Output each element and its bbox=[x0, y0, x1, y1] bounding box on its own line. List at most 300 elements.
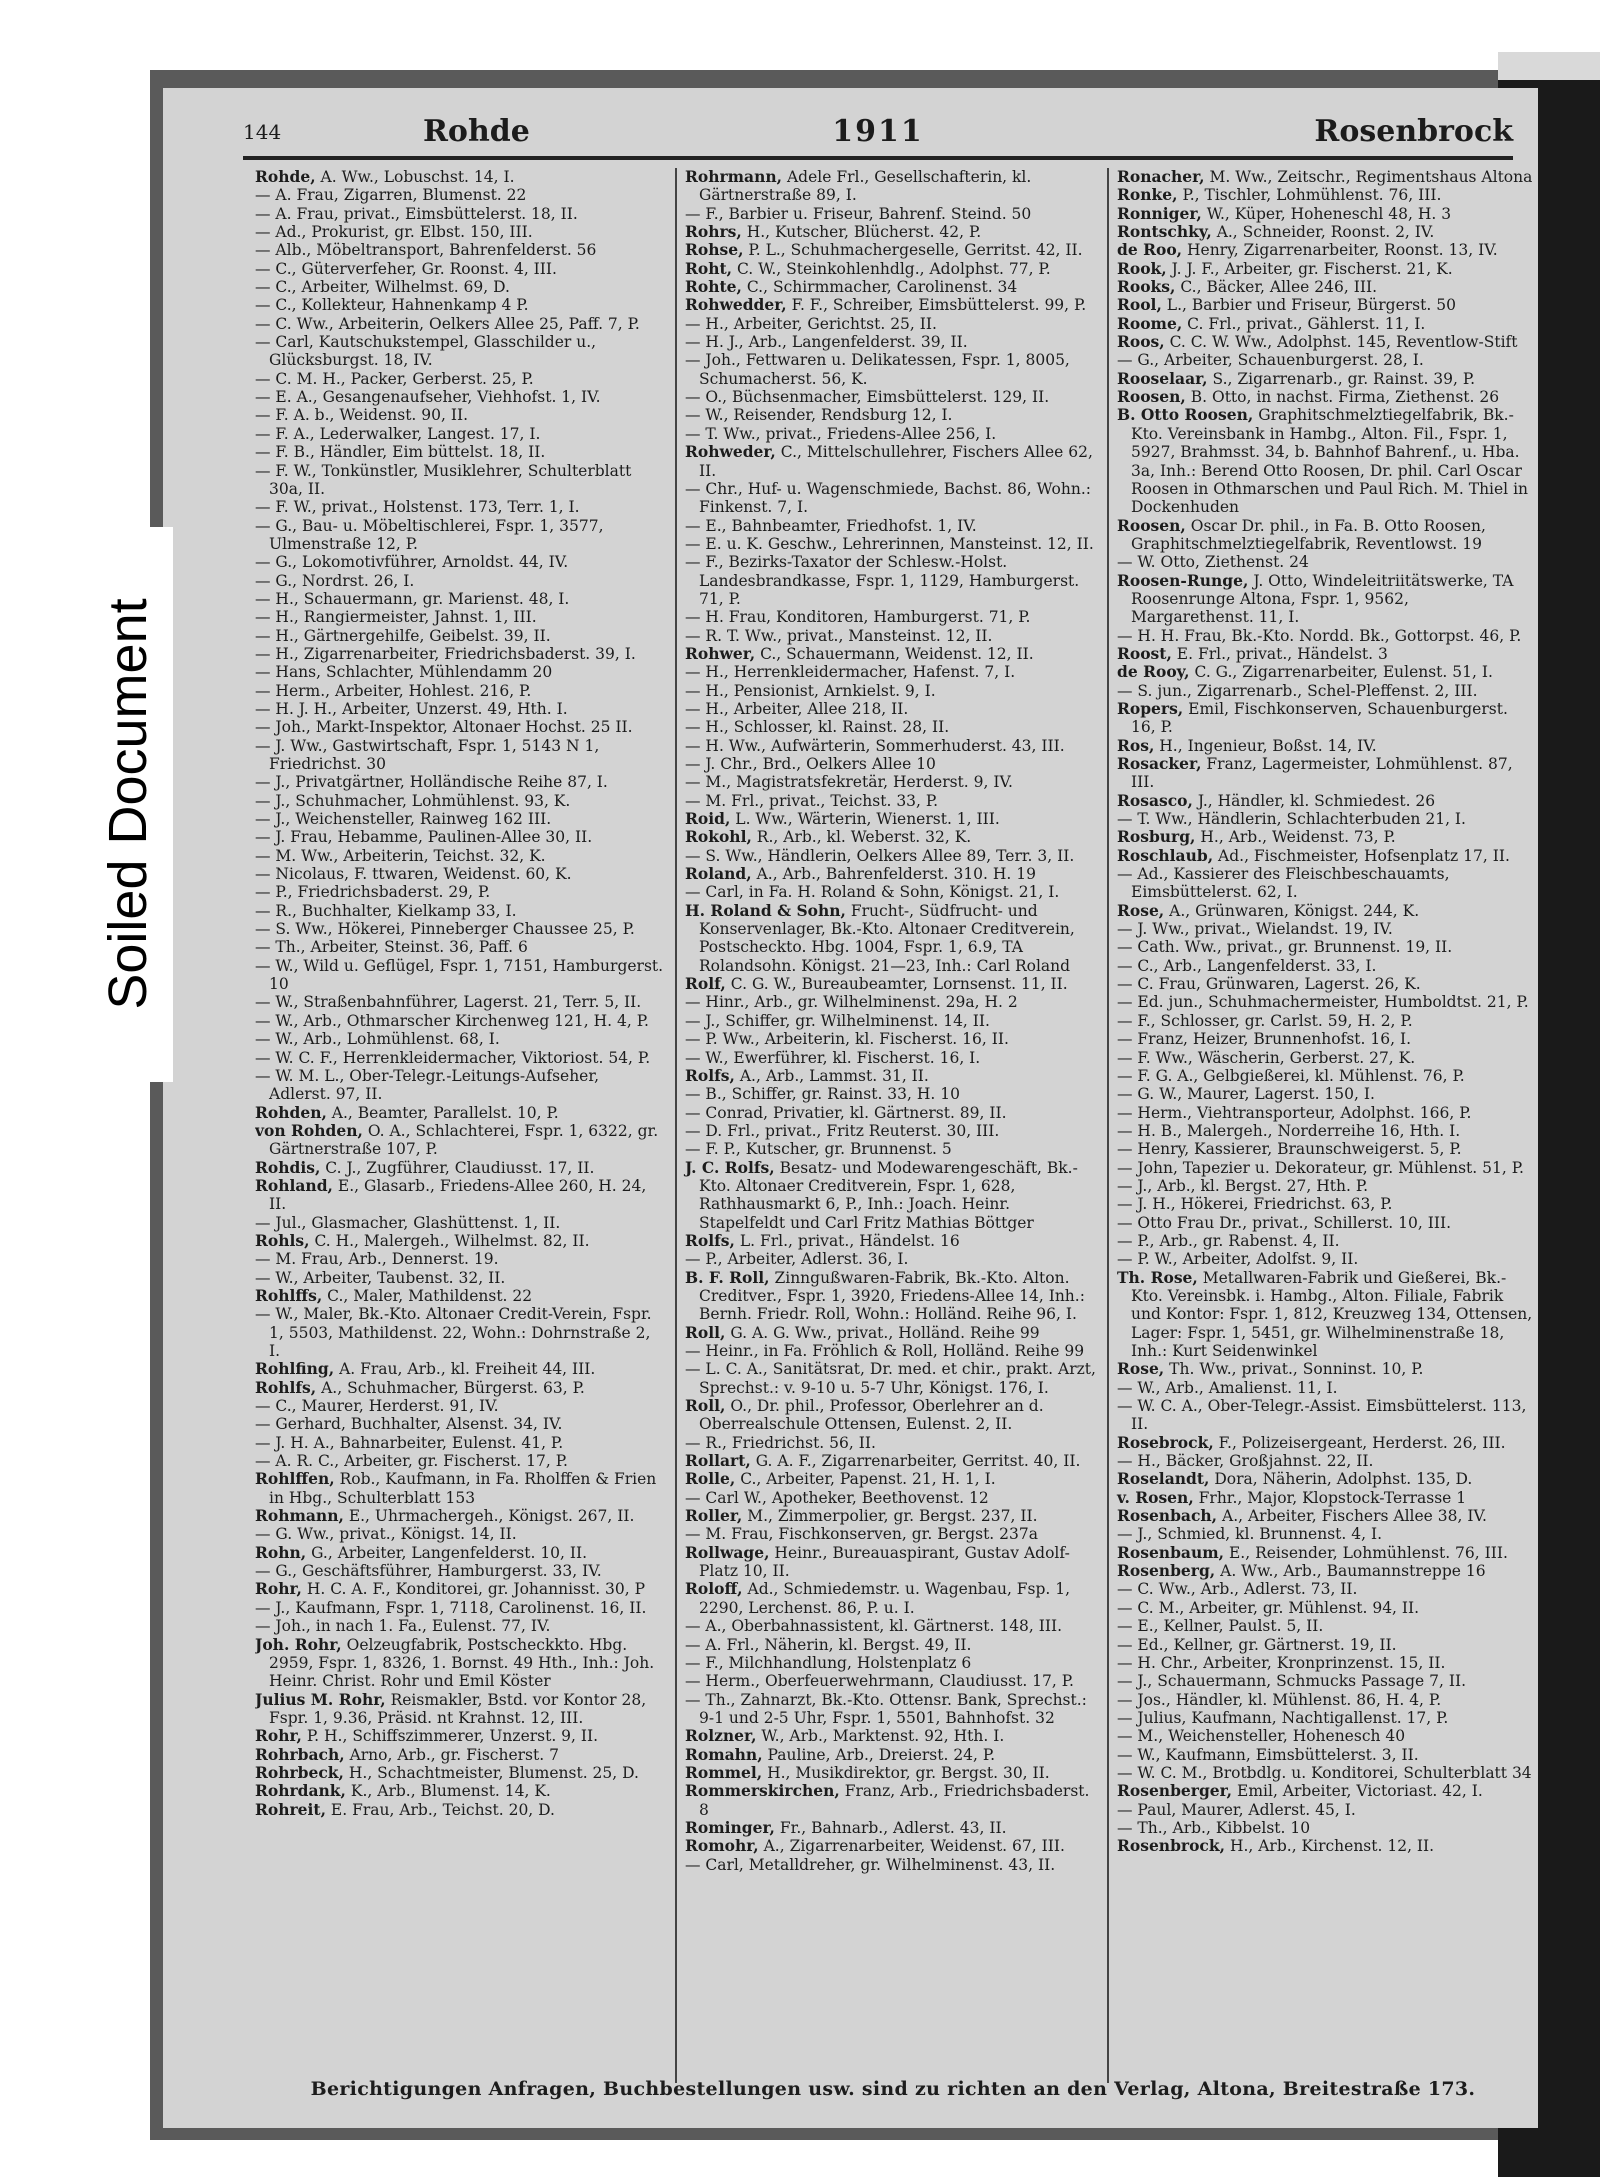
entry-surname: Rohr, bbox=[255, 1726, 302, 1746]
directory-entry bbox=[255, 296, 665, 314]
directory-entry bbox=[1117, 572, 1535, 627]
directory-entry bbox=[255, 682, 665, 700]
directory-entry bbox=[685, 1470, 1100, 1488]
entry-details: P. H., Schiffszimmerer, Unzerst. 9, II. bbox=[306, 1727, 599, 1746]
directory-entry bbox=[685, 1819, 1100, 1837]
directory-entry bbox=[685, 773, 1100, 791]
directory-entry bbox=[1117, 902, 1535, 920]
directory-entry bbox=[685, 223, 1100, 241]
entry-details: — J., Weichensteller, Rainweg 162 III. bbox=[255, 810, 552, 829]
directory-entry bbox=[1117, 1470, 1535, 1488]
entry-surname: Roll, bbox=[685, 1322, 726, 1342]
directory-entry bbox=[1117, 627, 1535, 645]
directory-entry bbox=[685, 1856, 1100, 1874]
directory-entry bbox=[1117, 737, 1535, 755]
entry-details: L. Frl., privat., Händelst. 16 bbox=[739, 1231, 960, 1250]
directory-entry bbox=[685, 718, 1100, 736]
entry-details: — Th., Arbeiter, Steinst. 36, Paff. 6 bbox=[255, 938, 528, 957]
entry-details: — P. Ww., Arbeiterin, kl. Fischerst. 16, II. bbox=[685, 1030, 1009, 1049]
directory-entry bbox=[1117, 1544, 1535, 1562]
entry-details: — C. Ww., Arbeiterin, Oelkers Allee 25, Paff. 7, P. bbox=[255, 314, 640, 333]
directory-entry bbox=[255, 1415, 665, 1433]
entry-details: — S. Ww., Händlerin, Oelkers Allee 89, Terr. 3, II. bbox=[685, 846, 1075, 865]
entry-details: J., Händler, kl. Schmiedest. 26 bbox=[1197, 791, 1436, 810]
directory-column-3 bbox=[1107, 168, 1535, 2083]
entry-details: — J. Frau, Hebamme, Paulinen-Allee 30, II. bbox=[255, 828, 593, 847]
directory-entry bbox=[1117, 1067, 1535, 1085]
directory-entry bbox=[255, 186, 665, 204]
directory-entry bbox=[1117, 1049, 1535, 1067]
entry-surname: Rohrbach, bbox=[255, 1744, 345, 1764]
entry-surname: Rolzner, bbox=[685, 1726, 757, 1746]
directory-entry bbox=[685, 792, 1100, 810]
directory-entry bbox=[685, 535, 1100, 553]
entry-details: — John, Tapezier u. Dekorateur, gr. Mühlenst. 51, P. bbox=[1117, 1158, 1524, 1177]
directory-entry bbox=[685, 700, 1100, 718]
entry-details: — J., Kaufmann, Fspr. 1, 7118, Carolinenst. 16, II. bbox=[255, 1598, 647, 1617]
entry-surname: Rohrs, bbox=[685, 222, 742, 242]
entry-surname: Rohlffs, bbox=[255, 1285, 323, 1305]
entry-surname: J. C. Rolfs, bbox=[685, 1157, 775, 1177]
directory-entry bbox=[255, 1452, 665, 1470]
directory-entry bbox=[255, 278, 665, 296]
directory-entry bbox=[685, 1342, 1100, 1360]
entry-details: — H. B., Malergeh., Norderreihe 16, Hth. I. bbox=[1117, 1121, 1461, 1140]
directory-entry bbox=[255, 590, 665, 608]
entry-details: — F. W., privat., Holstenst. 173, Terr. 1, I. bbox=[255, 498, 580, 517]
directory-entry bbox=[685, 296, 1100, 314]
directory-entry bbox=[1117, 223, 1535, 241]
entry-details: — Julius, Kaufmann, Nachtigallenst. 17, P. bbox=[1117, 1708, 1449, 1727]
directory-entry bbox=[255, 957, 665, 994]
directory-entry bbox=[255, 1764, 665, 1782]
entry-details: — F., Milchhandlung, Holstenplatz 6 bbox=[685, 1653, 972, 1672]
entry-details: C. W., Steinkohlenhdlg., Adolphst. 77, P. bbox=[736, 259, 1051, 278]
entry-details: J. Otto, Windeleitriitätswerke, TA Roosenrunge Altona, Fspr. 1, 9562, Margarethenst. 11, I. bbox=[1131, 571, 1514, 627]
entry-surname: Rohse, bbox=[685, 240, 744, 260]
entry-surname: von Rohden, bbox=[255, 1120, 363, 1140]
entry-surname: Rohdis, bbox=[255, 1157, 321, 1177]
entry-surname: Rollwage, bbox=[685, 1542, 770, 1562]
entry-surname: Roosen-Runge, bbox=[1117, 570, 1249, 590]
directory-entry bbox=[1117, 1672, 1535, 1690]
directory-entry bbox=[685, 737, 1100, 755]
directory-entry bbox=[685, 1049, 1100, 1067]
directory-entry bbox=[1117, 388, 1535, 406]
page-header bbox=[243, 116, 1513, 160]
entry-details: Graphitschmelztiegelfabrik, Bk.-Kto. Vereinsbank in Hambg., Alton. Fil., Fspr. 1, 5927, Brahmsst. 34, b. Bahnhof Bahrenf., u. Hba. 3a, Inh.: Berend Otto Roosen, Dr. phil. Carl Oscar Roosen in Othmarschen und Paul Rich. M. Thiel in Dockenhuden bbox=[1131, 406, 1529, 517]
directory-entry bbox=[255, 1782, 665, 1800]
entry-details: M. Ww., Zeitschr., Regimentshaus Altona bbox=[1209, 168, 1533, 186]
entry-details: J. J. F., Arbeiter, gr. Fischerst. 21, K. bbox=[1171, 259, 1453, 278]
directory-entry bbox=[685, 810, 1100, 828]
entry-surname: v. Rosen, bbox=[1117, 1487, 1194, 1507]
directory-entry bbox=[1117, 205, 1535, 223]
entry-details: — Cath. Ww., privat., gr. Brunnenst. 19, II. bbox=[1117, 938, 1453, 957]
entry-details: — Herm., Oberfeuerwehrmann, Claudiusst. 17, P. bbox=[685, 1672, 1074, 1691]
entry-details: — C., Güterverfeher, Gr. Roonst. 4, III. bbox=[255, 259, 557, 278]
entry-details: — R. T. Ww., privat., Mansteinst. 12, II. bbox=[685, 626, 993, 645]
entry-surname: Rohmann, bbox=[255, 1506, 344, 1526]
entry-details: — W. M. L., Ober-Telegr.-Leitungs-Aufseher, Adlerst. 97, II. bbox=[255, 1066, 599, 1104]
entry-details: — J., Schiffer, gr. Wilhelminenst. 14, II. bbox=[685, 1011, 990, 1030]
directory-entry bbox=[685, 241, 1100, 259]
directory-entry bbox=[255, 1691, 665, 1728]
directory-entry bbox=[255, 1507, 665, 1525]
directory-entry bbox=[255, 718, 665, 736]
entry-details: Ad., Schmiedemstr. u. Wagenbau, Fsp. 1, 2290, Lerchenst. 86, P. u. I. bbox=[699, 1580, 1071, 1617]
entry-details: Adele Frl., Gesellschafterin, kl. Gärtnerstraße 89, I. bbox=[699, 168, 1032, 205]
directory-entry bbox=[685, 425, 1100, 443]
directory-entry bbox=[255, 1287, 665, 1305]
directory-column-2 bbox=[675, 168, 1100, 2083]
entry-details: Oscar Dr. phil., in Fa. B. Otto Roosen, Graphitschmelztiegelfabrik, Reventlowst. 19 bbox=[1131, 516, 1486, 553]
entry-surname: Rosenbach, bbox=[1117, 1506, 1218, 1526]
directory-entry bbox=[255, 627, 665, 645]
entry-details: — Ad., Prokurist, gr. Elbst. 150, III. bbox=[255, 223, 533, 242]
directory-entry bbox=[1117, 682, 1535, 700]
directory-entry bbox=[685, 1727, 1100, 1745]
entry-surname: Julius M. Rohr, bbox=[255, 1689, 386, 1709]
directory-entry bbox=[685, 351, 1100, 388]
directory-entry bbox=[685, 1434, 1100, 1452]
entry-details: C. J., Zugführer, Claudiusst. 17, II. bbox=[325, 1158, 595, 1177]
directory-entry bbox=[255, 883, 665, 901]
entry-details: — R., Friedrichst. 56, II. bbox=[685, 1433, 876, 1452]
entry-surname: Rohwer, bbox=[685, 643, 756, 663]
directory-entry bbox=[1117, 865, 1535, 902]
entry-details: G. A. G. Ww., privat., Holländ. Reihe 99 bbox=[730, 1323, 1040, 1342]
directory-entry bbox=[1117, 1012, 1535, 1030]
entry-details: — Th., Zahnarzt, Bk.-Kto. Ottensr. Bank, Sprechst.: 9-1 und 2-5 Uhr, Fspr. 1, 5501, Bahnhofst. 32 bbox=[685, 1690, 1087, 1727]
directory-entry bbox=[1117, 370, 1535, 388]
entry-details: Besatz- und Modewarengeschäft, Bk.-Kto. Altonaer Creditverein, Fspr. 1, 628, Rathhausmarkt 6, P., Inh.: Joach. Heinr. Stapelfeldt und Carl Fritz Mathias Böttger bbox=[699, 1158, 1078, 1232]
directory-entry bbox=[685, 553, 1100, 608]
entry-surname: Rose, bbox=[1117, 900, 1165, 920]
entry-details: G., Arbeiter, Langenfelderst. 10, II. bbox=[311, 1543, 588, 1562]
directory-entry bbox=[255, 1599, 665, 1617]
directory-entry bbox=[685, 1580, 1100, 1617]
directory-entry bbox=[255, 223, 665, 241]
directory-entry bbox=[255, 608, 665, 626]
directory-entry bbox=[255, 1397, 665, 1415]
entry-details: — Hinr., Arb., gr. Wilhelminenst. 29a, H. 2 bbox=[685, 993, 1018, 1012]
entry-details: — Jos., Händler, kl. Mühlenst. 86, H. 4, P. bbox=[1117, 1690, 1442, 1709]
entry-surname: H. Roland & Sohn, bbox=[685, 900, 846, 920]
entry-surname: Rominger, bbox=[685, 1817, 775, 1837]
entry-surname: Ropers, bbox=[1117, 698, 1184, 718]
entry-surname: Rohreit, bbox=[255, 1799, 326, 1819]
entry-details: — E., Bahnbeamter, Friedhofst. 1, IV. bbox=[685, 516, 977, 535]
entry-details: O. A., Schlachterei, Fspr. 1, 6322, gr. Gärtnerstraße 107, P. bbox=[269, 1121, 659, 1159]
directory-entry bbox=[685, 406, 1100, 424]
entry-surname: Romahn, bbox=[685, 1744, 763, 1764]
entry-details: — F., Bezirks-Taxator der Schlesw.-Holst. Landesbrandkasse, Fspr. 1, 1129, Hamburgerst. 71, P. bbox=[685, 553, 1080, 608]
entry-details: O., Dr. phil., Professor, Oberlehrer an d. Oberrealschule Ottensen, Eulenst. 2, II. bbox=[699, 1397, 1044, 1434]
entry-details: — C., Maurer, Herderst. 91, IV. bbox=[255, 1397, 499, 1416]
entry-details: — R., Buchhalter, Kielkamp 33, I. bbox=[255, 901, 517, 920]
entry-details: — M. Frl., privat., Teichst. 33, P. bbox=[685, 791, 939, 810]
entry-details: — J., Schuhmacher, Lohmühlenst. 93, K. bbox=[255, 791, 571, 810]
directory-entry bbox=[255, 553, 665, 571]
directory-entry bbox=[1117, 828, 1535, 846]
entry-details: — Ad., Kassierer des Fleischbeschauamts, Eimsbüttelerst. 62, I. bbox=[1117, 865, 1450, 902]
directory-entry bbox=[1117, 1379, 1535, 1397]
directory-entry bbox=[255, 938, 665, 956]
directory-entry bbox=[255, 1269, 665, 1287]
entry-details: — P., Friedrichsbaderst. 29, P. bbox=[255, 883, 491, 902]
directory-entry bbox=[1117, 241, 1535, 259]
entry-details: S., Zigarrenarb., gr. Rainst. 39, P. bbox=[1212, 369, 1476, 388]
entry-details: — Carl, Metalldreher, gr. Wilhelminenst. 43, II. bbox=[685, 1855, 1056, 1874]
entry-details: — H., Schlosser, kl. Rainst. 28, II. bbox=[685, 718, 950, 737]
entry-details: — M. Frau, Arb., Dennerst. 19. bbox=[255, 1250, 499, 1269]
page-number: 144 bbox=[243, 120, 282, 144]
entry-details: — E. A., Gesangenaufseher, Viehhofst. 1, IV. bbox=[255, 388, 601, 407]
entry-surname: Rohwedder, bbox=[685, 295, 787, 315]
entry-surname: Rontschky, bbox=[1117, 222, 1212, 242]
entry-details: — P., Arbeiter, Adlerst. 36, I. bbox=[685, 1250, 909, 1269]
entry-details: Ad., Fischmeister, Hofsenplatz 17, II. bbox=[1218, 846, 1510, 865]
entry-surname: Rolle, bbox=[685, 1469, 736, 1489]
entry-details: — F. A., Lederwalker, Langest. 17, I. bbox=[255, 424, 541, 443]
directory-entry bbox=[1117, 1801, 1535, 1819]
entry-surname: Rosacker, bbox=[1117, 754, 1202, 773]
directory-entry bbox=[255, 443, 665, 461]
directory-entry bbox=[255, 920, 665, 938]
entry-details: — C., Arb., Langenfelderst. 33, I. bbox=[1117, 956, 1377, 975]
entry-details: C. C. W. Ww., Adolphst. 145, Reventlow-Stift bbox=[1169, 333, 1518, 352]
directory-entry bbox=[255, 1159, 665, 1177]
directory-entry bbox=[685, 1324, 1100, 1342]
directory-entry bbox=[255, 462, 665, 499]
entry-details: — W., Arbeiter, Taubenst. 32, II. bbox=[255, 1268, 506, 1287]
directory-entry bbox=[255, 1049, 665, 1067]
directory-entry bbox=[685, 1104, 1100, 1122]
entry-details: C. G., Zigarrenarbeiter, Eulenst. 51, I. bbox=[1194, 663, 1493, 682]
entry-surname: Rohlfing, bbox=[255, 1359, 335, 1379]
entry-details: Franz, Arb., Friedrichsbaderst. 8 bbox=[699, 1782, 1090, 1819]
entry-details: — H., Pensionist, Arnkielst. 9, I. bbox=[685, 681, 936, 700]
entry-surname: Rooselaar, bbox=[1117, 368, 1208, 388]
entry-details: B. Otto, in nachst. Firma, Ziethenst. 26 bbox=[1190, 388, 1500, 407]
directory-entry bbox=[1117, 1397, 1535, 1434]
directory-entry bbox=[685, 627, 1100, 645]
entry-surname: Roselandt, bbox=[1117, 1469, 1210, 1489]
directory-entry bbox=[255, 1746, 665, 1764]
directory-entry bbox=[685, 975, 1100, 993]
directory-entry bbox=[255, 1434, 665, 1452]
directory-entry bbox=[1117, 1599, 1535, 1617]
directory-entry bbox=[685, 865, 1100, 883]
directory-entry bbox=[1117, 1636, 1535, 1654]
entry-surname: Rosenberger, bbox=[1117, 1781, 1233, 1801]
entry-details: Emil, Arbeiter, Victoriast. 42, I. bbox=[1237, 1782, 1483, 1801]
entry-details: — F., Schlosser, gr. Carlst. 59, H. 2, P. bbox=[1117, 1011, 1413, 1030]
entry-surname: Roller, bbox=[685, 1506, 743, 1526]
header-last-entry: Rosenbrock bbox=[1314, 114, 1513, 149]
entry-details: C. H., Malergeh., Wilhelmst. 82, II. bbox=[314, 1231, 590, 1250]
directory-entry bbox=[255, 1470, 665, 1507]
entry-surname: Ronke, bbox=[1117, 185, 1178, 205]
directory-entry bbox=[685, 1489, 1100, 1507]
directory-entry bbox=[1117, 333, 1535, 351]
entry-details: — Henry, Kassierer, Braunschweigerst. 5, P. bbox=[1117, 1140, 1462, 1159]
entry-surname: Roland, bbox=[685, 864, 752, 884]
entry-details: Heinr., Bureauaspirant, Gustav Adolf-Platz 10, II. bbox=[699, 1543, 1070, 1581]
entry-surname: Rohland, bbox=[255, 1175, 333, 1195]
entry-details: — Jul., Glasmacher, Glashüttenst. 1, II. bbox=[255, 1213, 561, 1232]
entry-details: L., Barbier und Friseur, Bürgerst. 50 bbox=[1166, 296, 1456, 315]
directory-entry bbox=[685, 333, 1100, 351]
entry-details: — J., Schmied, kl. Brunnenst. 4, I. bbox=[1117, 1525, 1383, 1544]
directory-entry bbox=[255, 700, 665, 718]
directory-entry bbox=[1117, 278, 1535, 296]
directory-entry bbox=[1117, 975, 1535, 993]
directory-entry bbox=[255, 1122, 665, 1159]
directory-entry bbox=[1117, 663, 1535, 681]
directory-entry bbox=[255, 406, 665, 424]
directory-entry bbox=[685, 1544, 1100, 1581]
entry-details: — F. A. b., Weidenst. 90, II. bbox=[255, 406, 469, 425]
directory-entry bbox=[255, 1525, 665, 1543]
directory-entry bbox=[685, 1837, 1100, 1855]
entry-surname: Roost, bbox=[1117, 643, 1172, 663]
entry-details: H., Ingenieur, Boßst. 14, IV. bbox=[1159, 736, 1377, 755]
entry-details: — W. C. M., Brotbdlg. u. Konditorei, Schulterblatt 34 bbox=[1117, 1763, 1532, 1782]
directory-entry bbox=[685, 1691, 1100, 1728]
entry-details: F. F., Schreiber, Eimsbüttelerst. 99, P. bbox=[791, 296, 1087, 315]
directory-entry bbox=[1117, 315, 1535, 333]
entry-details: — W., Straßenbahnführer, Lagerst. 21, Terr. 5, II. bbox=[255, 993, 642, 1012]
entry-details: Franz, Lagermeister, Lohmühlenst. 87, III. bbox=[1131, 755, 1513, 792]
entry-surname: Roschlaub, bbox=[1117, 845, 1214, 865]
directory-entry bbox=[255, 260, 665, 278]
entry-details: — H., Bäcker, Großjahnst. 22, II. bbox=[1117, 1452, 1374, 1471]
directory-entry bbox=[255, 388, 665, 406]
entry-details: Dora, Näherin, Adolphst. 135, D. bbox=[1214, 1470, 1473, 1489]
entry-surname: Rosenbrock, bbox=[1117, 1836, 1225, 1856]
entry-details: — H., Arbeiter, Gerichtst. 25, II. bbox=[685, 314, 937, 333]
entry-surname: Ronacher, bbox=[1117, 168, 1205, 186]
directory-entry bbox=[1117, 1782, 1535, 1800]
directory-entry bbox=[255, 1636, 665, 1691]
entry-details: E., Uhrmachergeh., Königst. 267, II. bbox=[348, 1507, 635, 1526]
entry-details: M., Zimmerpolier, gr. Bergst. 237, II. bbox=[747, 1507, 1038, 1526]
directory-entry bbox=[255, 1177, 665, 1214]
entry-details: — H., Arbeiter, Allee 218, II. bbox=[685, 699, 909, 718]
entry-details: A. Frau, Arb., kl. Freiheit 44, III. bbox=[339, 1360, 596, 1379]
header-first-entry: Rohde bbox=[423, 114, 530, 149]
entry-details: — H., Zigarrenarbeiter, Friedrichsbaderst. 39, I. bbox=[255, 644, 636, 663]
directory-entry bbox=[1117, 260, 1535, 278]
entry-details: Pauline, Arb., Dreierst. 24, P. bbox=[767, 1745, 996, 1764]
directory-entry bbox=[685, 682, 1100, 700]
directory-entry bbox=[255, 315, 665, 333]
entry-details: — C., Arbeiter, Wilhelmst. 69, D. bbox=[255, 278, 510, 297]
directory-entry bbox=[255, 168, 665, 186]
directory-entry bbox=[1117, 810, 1535, 828]
directory-entry bbox=[1117, 938, 1535, 956]
directory-entry bbox=[1117, 1214, 1535, 1232]
directory-entry bbox=[255, 425, 665, 443]
entry-details: L. Ww., Wärterin, Wienerst. 1, III. bbox=[735, 810, 1000, 829]
entry-details: — F., Barbier u. Friseur, Bahrenf. Steind. 50 bbox=[685, 204, 1032, 223]
entry-surname: Joh. Rohr, bbox=[255, 1634, 342, 1654]
entry-details: — M. Ww., Arbeiterin, Teichst. 32, K. bbox=[255, 846, 546, 865]
entry-details: — Joh., in nach 1. Fa., Eulenst. 77, IV. bbox=[255, 1617, 551, 1636]
directory-entry bbox=[1117, 1434, 1535, 1452]
directory-entry bbox=[685, 480, 1100, 517]
entry-surname: Rosasco, bbox=[1117, 790, 1193, 810]
soiled-document-label bbox=[83, 527, 173, 1082]
directory-entry bbox=[255, 865, 665, 883]
directory-entry bbox=[255, 828, 665, 846]
directory-entry bbox=[1117, 1562, 1535, 1580]
entry-surname: Rohweder, bbox=[685, 442, 776, 462]
directory-entry bbox=[685, 1159, 1100, 1232]
entry-details: Frucht-, Südfrucht- und Konservenlager, Bk.-Kto. Altonaer Creditverein, Postscheckto. Hbg. 1004, Fspr. 1, 6.9, TA Rolandsohn. Königst. 21—23, Inh.: Carl Roland bbox=[699, 901, 1075, 975]
entry-details: A., Schuhmacher, Bürgerst. 63, P. bbox=[321, 1378, 585, 1397]
entry-details: — S. Ww., Hökerei, Pinneberger Chaussee 25, P. bbox=[255, 920, 635, 939]
directory-entry bbox=[685, 993, 1100, 1011]
entry-details: W., Arb., Marktenst. 92, Hth. I. bbox=[761, 1727, 1005, 1746]
entry-details: — Chr., Huf- u. Wagenschmiede, Bachst. 86, Wohn.: Finkenst. 7, I. bbox=[685, 479, 1091, 517]
directory-entry bbox=[685, 828, 1100, 846]
entry-details: H., Kutscher, Blücherst. 42, P. bbox=[746, 223, 982, 242]
entry-details: — Joh., Fettwaren u. Delikatessen, Fspr. 1, 8005, Schumacherst. 56, K. bbox=[685, 351, 1070, 388]
entry-details: E. Frl., privat., Händelst. 3 bbox=[1176, 644, 1388, 663]
entry-details: — J. Chr., Brd., Oelkers Allee 10 bbox=[685, 755, 936, 773]
entry-details: E., Glasarb., Friedens-Allee 260, H. 24, II. bbox=[269, 1176, 647, 1214]
directory-entry bbox=[1117, 1452, 1535, 1470]
entry-surname: Rollart, bbox=[685, 1451, 751, 1471]
directory-entry bbox=[255, 792, 665, 810]
entry-surname: Rosenbaum, bbox=[1117, 1542, 1225, 1562]
entry-details: W., Küper, Hoheneschl 48, H. 3 bbox=[1206, 204, 1452, 223]
directory-entry bbox=[255, 1360, 665, 1378]
entry-details: E. Frau, Arb., Teichst. 20, D. bbox=[330, 1800, 555, 1819]
directory-entry bbox=[1117, 1691, 1535, 1709]
entry-details: — H., Rangiermeister, Jahnst. 1, III. bbox=[255, 608, 537, 627]
directory-entry bbox=[1117, 1232, 1535, 1250]
scanner-edge-top bbox=[1498, 52, 1600, 80]
entry-surname: Rohrmann, bbox=[685, 168, 783, 186]
entry-details: Metallwaren-Fabrik und Gießerei, Bk.-Kto. Vereinsbk. i. Hambg., Alton. Filiale, Fabrik und Kontor: Fspr. 1, 812, Kreuzweg 134, Ottensen, Lager: Fspr. 1, 5451, gr. Wilhelminenstraße 18, Inh.: Kurt Seidenwinkel bbox=[1131, 1268, 1533, 1360]
entry-details: Reismakler, Bstd. vor Kontor 28, Fspr. 1, 9.36, Präsid. nt Krahnst. 12, III. bbox=[269, 1690, 647, 1727]
directory-entry bbox=[1117, 1580, 1535, 1598]
directory-entry bbox=[685, 1232, 1100, 1250]
directory-entry bbox=[685, 902, 1100, 975]
entry-details: — Paul, Maurer, Adlerst. 45, I. bbox=[1117, 1800, 1356, 1819]
entry-details: H., Arb., Weidenst. 73, P. bbox=[1200, 828, 1396, 847]
directory-entry bbox=[1117, 1617, 1535, 1635]
entry-details: H., Arb., Kirchenst. 12, II. bbox=[1229, 1837, 1435, 1856]
entry-details: — G., Nordrst. 26, I. bbox=[255, 571, 415, 590]
entry-details: — H., Gärtnergehilfe, Geibelst. 39, II. bbox=[255, 626, 551, 645]
entry-details: — Gerhard, Buchhalter, Alsenst. 34, IV. bbox=[255, 1415, 563, 1434]
entry-surname: Rohden, bbox=[255, 1102, 327, 1122]
directory-entry bbox=[1117, 920, 1535, 938]
entry-details: C., Arbeiter, Papenst. 21, H. 1, I. bbox=[740, 1470, 996, 1489]
entry-details: — M., Magistratsfekretär, Herderst. 9, IV. bbox=[685, 773, 1013, 792]
directory-entry bbox=[685, 1636, 1100, 1654]
entry-details: F., Polizeisergeant, Herderst. 26, III. bbox=[1218, 1433, 1506, 1452]
directory-entry bbox=[255, 993, 665, 1011]
entry-details: A., Beamter, Parallelst. 10, P. bbox=[331, 1103, 559, 1122]
entry-surname: B. F. Roll, bbox=[685, 1267, 770, 1287]
entry-details: C., Schauermann, Weidenst. 12, II. bbox=[760, 644, 1034, 663]
